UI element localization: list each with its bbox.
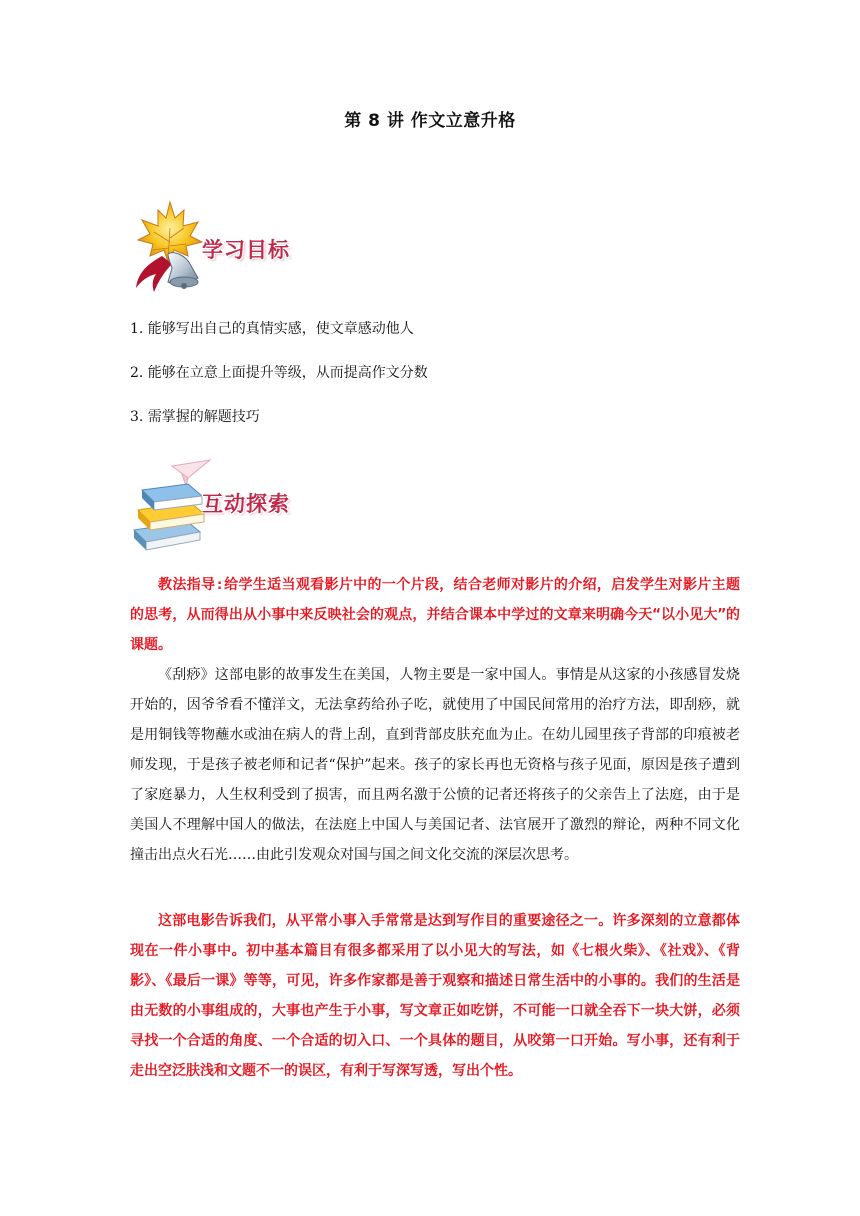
teaching-guide-paragraph: 教法指导:给学生适当观看影片中的一个片段，结合老师对影片的介绍，启发学生对影片主题的思考，从而得出从小事中来反映社会的观点，并结合课本中学过的文章来明确今天“以小见大”的课题。 [130,577,740,653]
goal-item: 2. 能够在立意上面提升等级，从而提高作文分数 [130,365,428,381]
learning-goals-banner [128,198,328,294]
learning-goals-heading: 学习目标 [202,238,290,262]
goal-item: 1. 能够写出自己的真情实感，使文章感动他人 [130,321,414,337]
story-paragraph: 《刮痧》这部电影的故事发生在美国，人物主要是一家中国人。事情是从这家的小孩感冒发烧开始的，因爷爷看不懂洋文，无法拿药给孙子吃，就使用了中国民间常用的治疗方法，即刮痧，就是用铜钱等物蘸水或油在病人的背上刮，直到背部皮肤充血为止。在幼儿园里孩子背部的印痕被老师发现，于是孩子被老师和记者“保护”起来。孩子的家长再也无资格与孩子见面，原因是孩子遭到了家庭暴力，人生权利受到了损害，而且两名激于公愤的记者还将孩子的父亲告上了法庭，由于是美国人不理解中国人的做法，在法庭上中国人与美国记者、法官展开了激烈的辩论，两种不同文化撞击出点火石光……由此引发观众对国与国之间文化交流的深层次思考。 [130,667,740,863]
goal-item: 3. 需掌握的解题技巧 [130,409,260,425]
learning-goals-list [130,318,740,450]
interactive-explore-banner [128,458,328,554]
page-title: 第 8 讲 作文立意升格 [344,111,516,131]
interactive-explore-heading: 互动探索 [202,492,290,516]
lesson-paragraph: 这部电影告诉我们，从平常小事入手常常是达到写作目的重要途径之一。许多深刻的立意都体现在一件小事中。初中基本篇目有很多都采用了以小见大的写法，如《七根火柴》、《社戏》、《背影》、《最后一课》等等，可见，许多作家都是善于观察和描述日常生活中的小事的。我们的生活是由无数的小事组成的，大事也产生于小事，写文章正如吃饼，不可能一口就全吞下一块大饼，必须寻找一个合适的角度、一个合适的切入口、一个具体的题目，从咬第一口开始。写小事，还有利于走出空泛肤浅和文题不一的误区，有利于写深写透，写出个性。 [130,913,740,1079]
